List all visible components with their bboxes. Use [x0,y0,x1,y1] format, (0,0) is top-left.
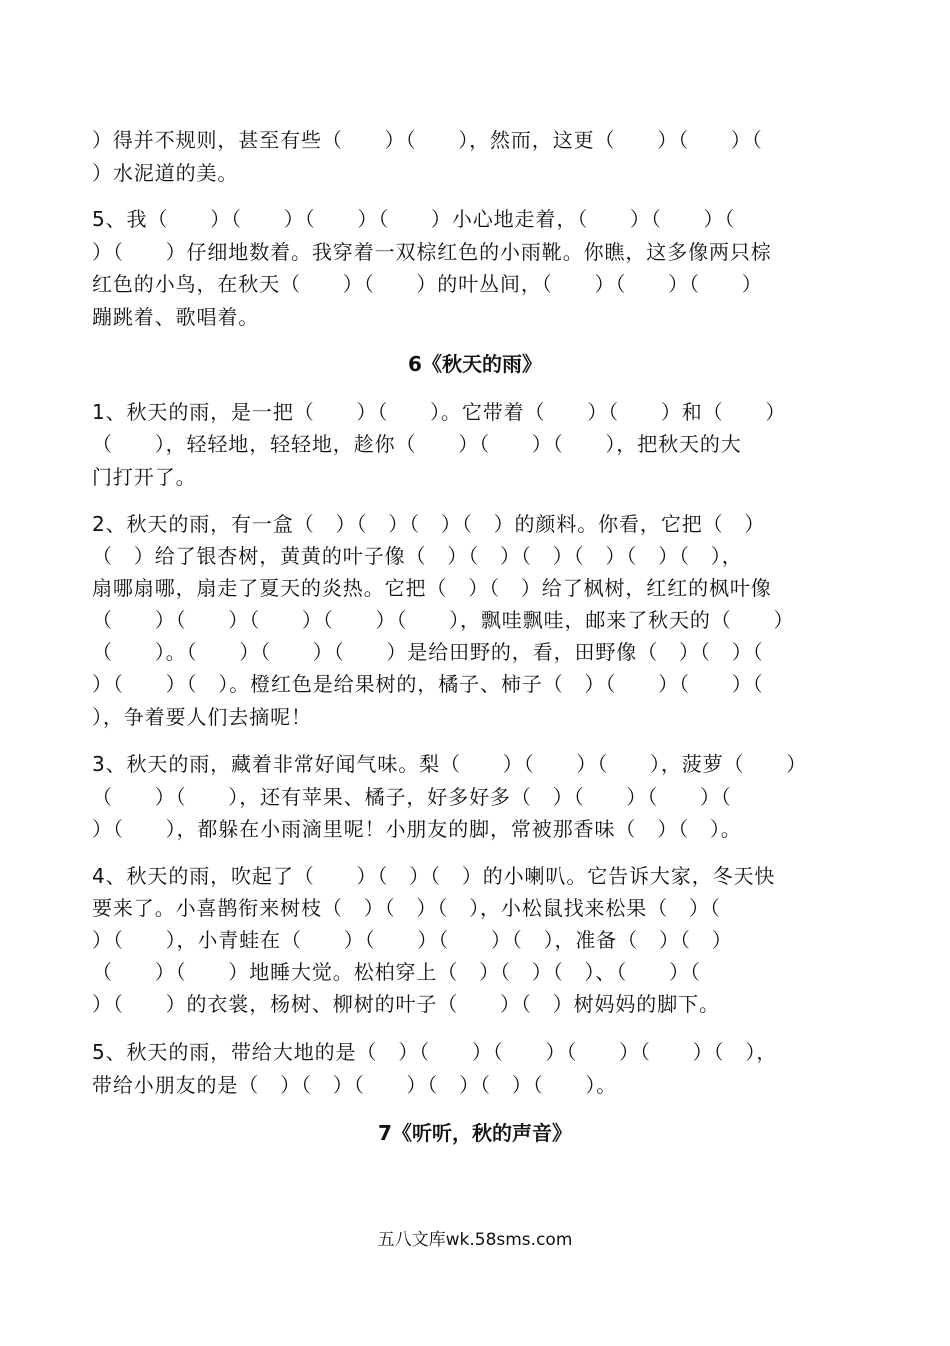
text-line: 4、秋天的雨，吹起了（ ）（ ）（ ）的小喇叭。它告诉大家，冬天快 [92,864,776,888]
text-line: 1、秋天的雨，是一把（ ）（ ）。它带着（ ）（ ）和（ ） [92,400,787,424]
footer-watermark: 五八文库wk.58sms.com [377,1230,573,1250]
text-line: ）（ ）（ ）。橙红色是给果树的，橘子、柿子（ ）（ ）（ ）（ [92,672,764,696]
text-line: 3、秋天的雨，藏着非常好闻气味。梨（ ）（ ）（ ），菠萝（ ） [92,752,808,776]
text-line: 红色的小鸟，在秋天（ ）（ ）的叶丛间，（ ）（ ）（ ） [92,272,763,296]
text-line: （ ），轻轻地，轻轻地，趁你（ ）（ ）（ ），把秋天的大 [92,432,742,456]
text-line: ）（ ）的衣裳，杨树、柳树的叶子（ ）（ ）树妈妈的脚下。 [92,992,720,1016]
text-line: （ ）（ ）地睡大觉。松柏穿上（ ）（ ）（ ）、（ ）（ [92,960,701,984]
text-line: 扇哪扇哪，扇走了夏天的炎热。它把（ ）（ ）给了枫树，红红的枫叶像 [92,576,772,600]
text-line: 2、秋天的雨，有一盒（ ）（ ）（ ）（ ）的颜料。你看，它把（ ） [92,512,766,536]
text-line: （ ）（ ）（ ）（ ）（ ），飘哇飘哇，邮来了秋天的（ ） [92,608,795,632]
section-title: 7《听听，秋的声音》 [378,1121,572,1145]
text-line: 要来了。小喜鹊衔来树枝（ ）（ ）（ ），小松鼠找来松果（ ）（ [92,896,721,920]
text-line: ）水泥道的美。 [92,161,239,185]
text-line: （ ）。（ ）（ ）（ ）是给田野的，看，田野像（ ）（ ）（ [92,640,764,664]
text-line: ）得并不规则，甚至有些（ ）（ ），然而，这更（ ）（ ）（ [92,128,763,152]
text-line: ）（ ），都躲在小雨滴里呢！小朋友的脚，常被那香味（ ）（ ）。 [92,817,742,841]
text-line: （ ）给了银杏树，黄黄的叶子像（ ）（ ）（ ）（ ）（ ）（ ）， [92,544,743,568]
section-title: 6《秋天的雨》 [408,352,542,376]
text-line: （ ）（ ），还有苹果、橘子，好多好多（ ）（ ）（ ）（ [92,785,732,809]
text-line: 蹦跳着、歌唱着。 [92,305,260,329]
text-line: 带给小朋友的是（ ）（ ）（ ）（ ）（ ）（ ）。 [92,1073,618,1097]
text-line: ）（ ）仔细地数着。我穿着一双棕红色的小雨靴。你瞧，这多像两只棕 [92,240,772,264]
text-line: 5、我（ ）（ ）（ ）（ ）小心地走着，（ ）（ ）（ [92,207,736,231]
text-line: 门打开了。 [92,465,197,489]
text-line: 5、秋天的雨，带给大地的是（ ）（ ）（ ）（ ）（ ）（ ）， [92,1040,778,1064]
text-line: ），争着要人们去摘呢！ [92,705,312,729]
text-line: ）（ ），小青蛙在（ ）（ ）（ ）（ ），准备（ ）（ ） [92,928,733,952]
